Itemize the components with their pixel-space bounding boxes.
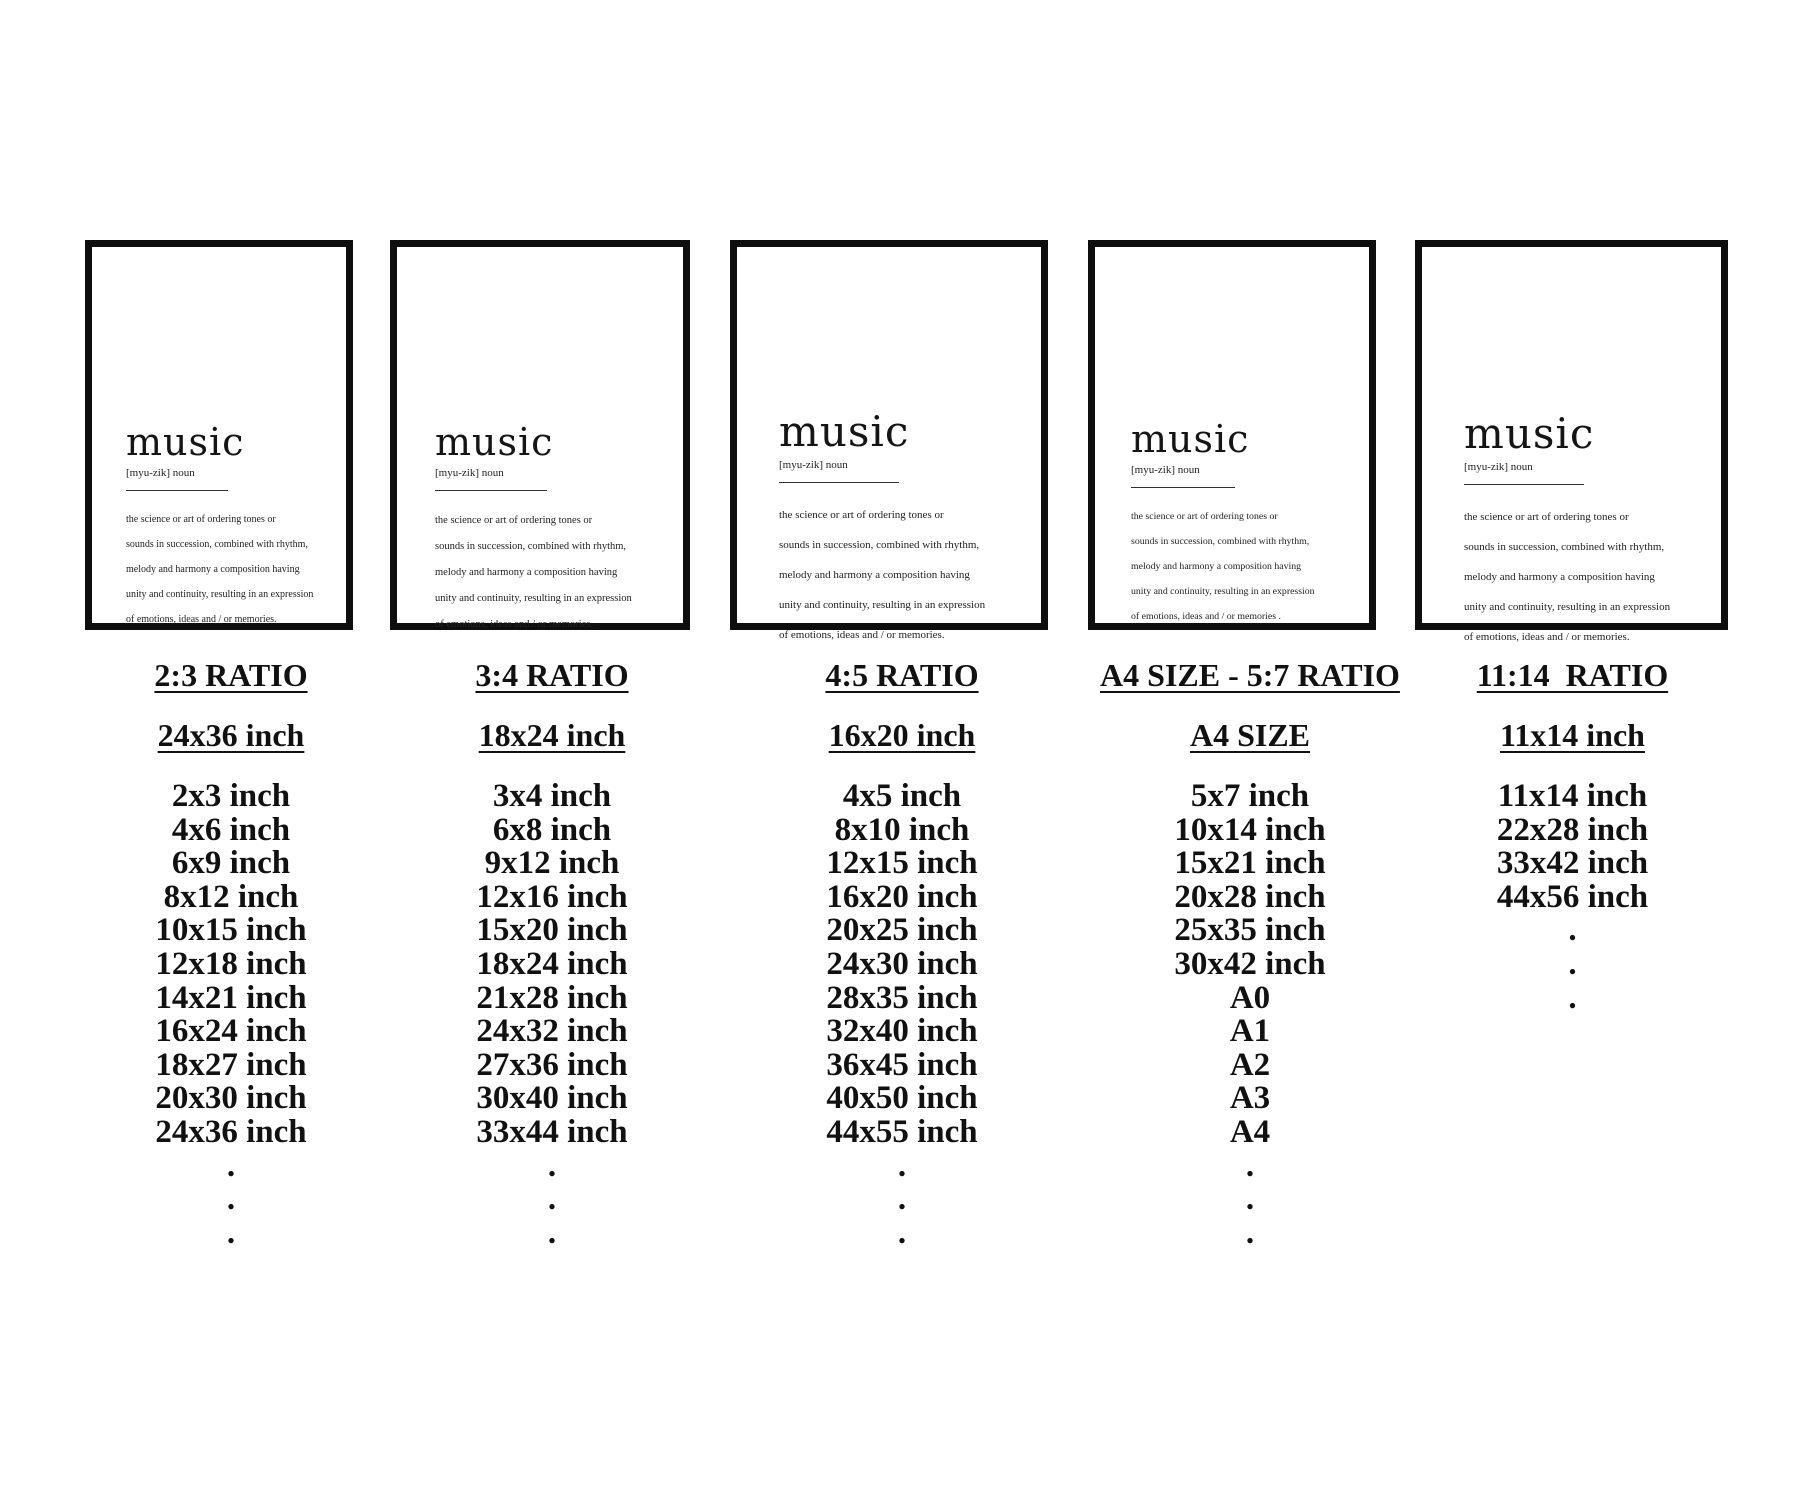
poster-divider	[779, 482, 899, 483]
size-list	[85, 780, 377, 1250]
size-item: .	[226, 1181, 236, 1218]
poster-pronunciation: [myu-zik] noun	[126, 467, 195, 479]
size-item: .	[897, 1147, 907, 1184]
size-item: 8x10 inch	[834, 811, 970, 848]
definition-line: sounds in succession, combined with rhythm,	[779, 539, 980, 551]
definition-line: of emotions, ideas and / or memories.	[435, 619, 594, 630]
size-heading: A4 SIZE	[1189, 717, 1311, 753]
poster-definition	[1464, 495, 1705, 660]
poster-frame	[730, 240, 1048, 641]
size-item: 24x30 inch	[826, 945, 978, 982]
definition-line: the science or art of ordering tones or	[126, 513, 276, 525]
size-item: 33x44 inch	[476, 1113, 628, 1150]
size-list	[390, 780, 714, 1250]
size-item: A2	[1229, 1046, 1271, 1083]
poster-definition	[779, 493, 1025, 658]
size-item: 15x20 inch	[476, 912, 628, 949]
size-item: 24x36 inch	[155, 1113, 307, 1150]
size-item: 21x28 inch	[476, 979, 628, 1016]
poster-definition	[1131, 498, 1361, 637]
size-item: .	[1245, 1181, 1255, 1218]
poster-content	[1131, 419, 1361, 637]
poster-word: music	[126, 420, 245, 464]
size-item: 30x40 inch	[476, 1080, 628, 1117]
size-heading: 16x20 inch	[828, 717, 976, 753]
size-item: .	[1245, 1214, 1255, 1251]
definition-line: sounds in succession, combined with rhythm,	[1131, 535, 1310, 547]
size-item: 20x30 inch	[155, 1080, 307, 1117]
column-4-5	[730, 0, 1050, 1500]
poster-word: music	[435, 420, 554, 464]
size-item: 6x9 inch	[171, 845, 291, 882]
size-item: 24x32 inch	[476, 1013, 628, 1050]
poster-content	[779, 407, 1025, 658]
size-item: 12x15 inch	[826, 845, 978, 882]
definition-line: melody and harmony a composition having	[126, 563, 300, 575]
size-item: 18x24 inch	[476, 945, 628, 982]
size-item: A1	[1229, 1013, 1271, 1050]
definition-line: unity and continuity, resulting in an expression	[779, 599, 986, 611]
size-item: 14x21 inch	[155, 979, 307, 1016]
size-item: 10x15 inch	[155, 912, 307, 949]
column-3-4	[390, 0, 690, 1500]
size-item: 32x40 inch	[826, 1013, 978, 1050]
size-item: 30x42 inch	[1174, 945, 1326, 982]
poster-frame	[1088, 240, 1376, 630]
poster-definition	[126, 501, 330, 640]
poster-content	[435, 422, 667, 644]
poster-frame	[85, 240, 353, 630]
size-item: 12x18 inch	[155, 945, 307, 982]
size-item: 16x24 inch	[155, 1013, 307, 1050]
size-item: 12x16 inch	[476, 878, 628, 915]
size-item: 40x50 inch	[826, 1080, 978, 1117]
ratio-heading: 2:3 RATIO	[154, 657, 308, 693]
definition-line: melody and harmony a composition having	[1131, 560, 1302, 572]
size-item: 2x3 inch	[171, 778, 291, 814]
poster-word: music	[1131, 417, 1250, 461]
size-item: 28x35 inch	[826, 979, 978, 1016]
poster-content	[1464, 409, 1705, 660]
definition-line: unity and continuity, resulting in an expression	[1131, 586, 1315, 598]
size-item: .	[547, 1181, 557, 1218]
poster-pronunciation: [myu-zik] noun	[435, 467, 504, 479]
size-heading: 18x24 inch	[478, 717, 626, 753]
size-item: 9x12 inch	[484, 845, 620, 882]
size-item: 4x6 inch	[171, 811, 291, 848]
size-item: 6x8 inch	[492, 811, 612, 848]
poster-divider	[1131, 487, 1235, 488]
poster-pronunciation: [myu-zik] noun	[1131, 464, 1200, 476]
size-item: 18x27 inch	[155, 1046, 307, 1083]
definition-line: unity and continuity, resulting in an expression	[1464, 601, 1671, 613]
column-2-3	[65, 0, 365, 1500]
poster-divider	[1464, 484, 1584, 485]
ratio-heading: A4 SIZE - 5:7 RATIO	[1100, 657, 1400, 693]
size-list	[1065, 780, 1435, 1250]
size-list	[1397, 780, 1748, 1015]
poster-pronunciation: [myu-zik] noun	[1464, 461, 1533, 473]
size-item: 20x25 inch	[826, 912, 978, 949]
size-item: .	[226, 1147, 236, 1184]
size-item: .	[897, 1181, 907, 1218]
size-item: 44x56 inch	[1496, 878, 1649, 915]
size-item: 36x45 inch	[826, 1046, 978, 1083]
size-item: .	[547, 1147, 557, 1184]
definition-line: unity and continuity, resulting in an expression	[435, 593, 632, 604]
size-heading: 24x36 inch	[157, 717, 305, 753]
definition-line: the science or art of ordering tones or	[1131, 510, 1278, 522]
poster-frame	[390, 240, 690, 630]
size-item: 8x12 inch	[163, 878, 299, 915]
size-item: .	[1568, 945, 1577, 982]
size-list	[730, 780, 1074, 1250]
ratio-heading: 3:4 RATIO	[475, 657, 629, 693]
definition-line: of emotions, ideas and / or memories .	[1131, 611, 1281, 623]
size-item: 4x5 inch	[842, 778, 962, 814]
ratio-heading: 11:14 RATIO	[1476, 657, 1669, 693]
definition-line: of emotions, ideas and / or memories.	[126, 614, 277, 626]
definition-line: sounds in succession, combined with rhythm,	[1464, 541, 1665, 553]
size-item: .	[226, 1214, 236, 1251]
poster-frame	[1415, 240, 1728, 643]
definition-line: of emotions, ideas and / or memories.	[779, 629, 945, 641]
size-item: .	[1568, 979, 1577, 1016]
size-item: .	[897, 1214, 907, 1251]
definition-line: melody and harmony a composition having	[1464, 571, 1655, 583]
size-item: 11x14 inch	[1497, 778, 1648, 814]
size-item: .	[547, 1214, 557, 1251]
poster-content	[126, 422, 330, 640]
size-item: 25x35 inch	[1174, 912, 1326, 949]
definition-line: sounds in succession, combined with rhythm,	[126, 538, 308, 550]
poster-divider	[126, 490, 228, 491]
definition-line: unity and continuity, resulting in an expression	[126, 589, 314, 601]
definition-line: the science or art of ordering tones or	[435, 515, 593, 526]
definition-line: of emotions, ideas and / or memories.	[1464, 631, 1630, 643]
poster-word: music	[1464, 409, 1595, 458]
size-heading: 11x14 inch	[1500, 717, 1645, 753]
size-item: 33x42 inch	[1496, 845, 1649, 882]
poster-divider	[435, 490, 547, 491]
size-item: A4	[1229, 1113, 1271, 1150]
definition-line: the science or art of ordering tones or	[779, 509, 944, 521]
poster-word: music	[779, 407, 910, 456]
poster-pronunciation: [myu-zik] noun	[779, 459, 848, 471]
size-item: 44x55 inch	[826, 1113, 978, 1150]
column-a4-5-7	[1075, 0, 1425, 1500]
size-item: 22x28 inch	[1496, 811, 1649, 848]
definition-line: melody and harmony a composition having	[435, 567, 618, 578]
definition-line: melody and harmony a composition having	[779, 569, 970, 581]
definition-line: sounds in succession, combined with rhythm,	[435, 541, 627, 552]
size-item: .	[1245, 1147, 1255, 1184]
ratio-heading: 4:5 RATIO	[825, 657, 979, 693]
size-item: 15x21 inch	[1174, 845, 1326, 882]
column-11-14	[1415, 0, 1730, 1500]
size-item: 5x7 inch	[1190, 778, 1310, 814]
size-item: .	[1568, 912, 1577, 949]
size-item: 20x28 inch	[1174, 878, 1326, 915]
size-item: A0	[1229, 979, 1271, 1016]
size-item: A3	[1229, 1080, 1271, 1117]
poster-definition	[435, 501, 667, 644]
definition-line: the science or art of ordering tones or	[1464, 511, 1629, 523]
size-item: 10x14 inch	[1174, 811, 1326, 848]
size-item: 3x4 inch	[492, 778, 612, 814]
size-item: 16x20 inch	[826, 878, 978, 915]
size-item: 27x36 inch	[476, 1046, 628, 1083]
